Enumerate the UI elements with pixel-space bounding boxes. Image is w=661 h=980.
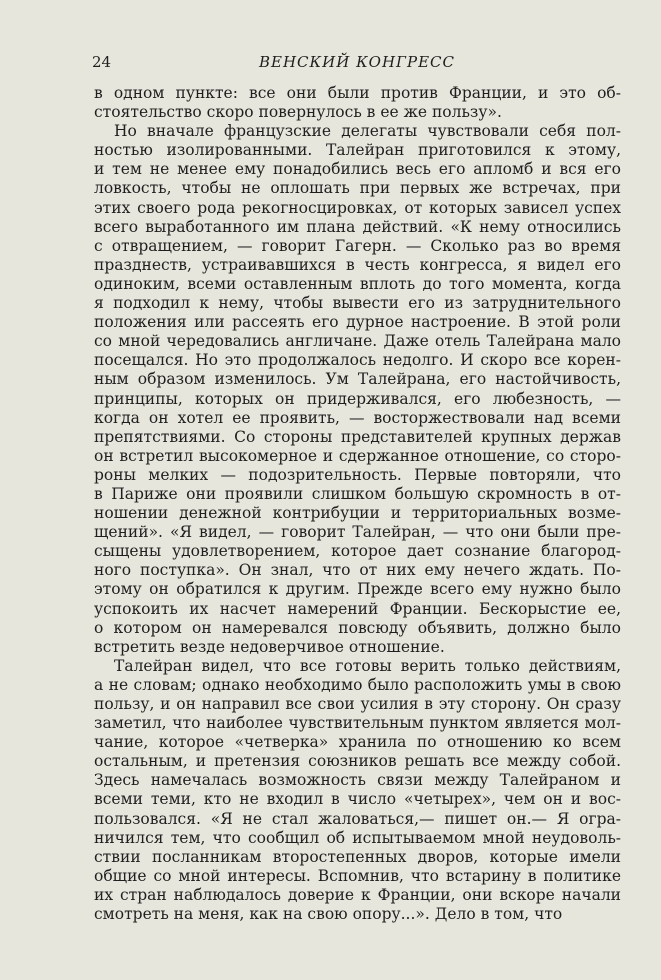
text-line: щений». «Я видел, — говорит Талейран, — что они были пре- (94, 523, 621, 542)
text-line: чание, которое «четверка» хранила по отношению ко всем (94, 733, 621, 752)
text-line: Но вначале французские делегаты чувствовали себя пол- (114, 122, 621, 141)
text-line: Здесь намечалась возможность связи между Талейраном и (94, 771, 621, 790)
text-line: а не словам; однако необходимо было расположить умы в свою (94, 675, 621, 694)
text-line: ного поступка». Он знал, что от них ему нечего ждать. По- (94, 561, 621, 580)
text-line: и тем не менее ему понадобились весь его апломб и вся его (94, 160, 621, 179)
text-line: встретить везде недоверчивое отношение. (94, 637, 445, 656)
text-line: Талейран видел, что все готовы верить только действиям, (114, 656, 621, 675)
text-line: всего выработанного им плана действий. «К нему относились (94, 217, 621, 236)
text-line: смотреть на меня, как на свою опору...». Дело в том, что (94, 905, 563, 924)
text-line: этому он обратился к другим. Прежде всего ему нужно было (94, 580, 621, 599)
text-line: препятствиями. Со стороны представителей крупных держав (94, 427, 621, 446)
text-line: в одном пункте: все они были против Франции, и это об- (94, 84, 621, 102)
text-line: он встретил высокомерное и сдержанное отношение, со сторо- (94, 446, 621, 465)
body-text (94, 84, 621, 924)
text-line: пользу, и он направил все свои усилия в эту сторону. Он сразу (94, 695, 621, 713)
text-line: ношении денежной контрибуции и территориальных возме- (94, 504, 621, 523)
text-line: сыщены удовлетворением, которое дает сознание благород- (94, 542, 621, 561)
text-line: ловкость, чтобы не оплошать при первых же встречах, при (94, 179, 621, 198)
text-line: этих своего рода рекогносцировках, от которых зависел успех (94, 198, 621, 217)
text-line: посещался. Но это продолжалось недолго. И скоро все корен- (94, 351, 621, 370)
text-line: я подходил к нему, чтобы вывести его из затруднительного (94, 294, 621, 313)
text-line: всеми теми, кто не входил в число «четырех», чем он и вос- (94, 790, 621, 809)
text-line: ным образом изменилось. Ум Талейрана, его настойчивость, (94, 370, 621, 389)
page-number: 24 (92, 53, 112, 71)
text-line: пользовался. «Я не стал жаловаться,— пишет он.— Я огра- (94, 809, 621, 828)
text-line: ствии посланникам второстепенных дворов, которые имели (94, 847, 621, 866)
text-line: принципы, которых он придерживался, его любезность, — (94, 389, 621, 408)
text-line: ничился тем, что сообщил об испытываемом мной неудоволь- (94, 828, 621, 847)
text-line: о котором он намеревался повсюду объявить, должно было (94, 618, 621, 637)
text-line: когда он хотел ее проявить, — восторжествовали над всеми (94, 408, 621, 427)
text-line: одиноким, всеми оставленным вплоть до того момента, когда (94, 274, 621, 293)
text-line: положения или рассеять его дурное настроение. В этой роли (94, 313, 621, 332)
text-line: заметил, что наиболее чувствительным пунктом является мол- (94, 714, 621, 733)
text-line: празднеств, устраивавшихся в честь конгресса, я видел его (94, 255, 621, 274)
text-line: роны мелких — подозрительность. Первые повторяли, что (94, 465, 621, 484)
text-line: остальным, и претензия союзников решать все между собой. (94, 752, 621, 771)
text-line: ностью изолированными. Талейран приготовился к этому, (94, 141, 621, 160)
text-line: успокоить их насчет намерений Франции. Бескорыстие ее, (94, 599, 621, 618)
text-line: с отвращением, — говорит Гагерн. — Сколько раз во время (94, 236, 621, 255)
text-line: стоятельство скоро повернулось в ее же пользу». (94, 103, 502, 122)
text-line: со мной чередовались англичане. Даже отель Талейрана мало (94, 332, 621, 351)
text-line: в Париже они проявили слишком большую скромность в от- (94, 484, 621, 503)
running-title: ВЕНСКИЙ КОНГРЕСС (259, 53, 455, 71)
text-line: их стран наблюдалось доверие к Франции, они вскоре начали (94, 885, 621, 904)
text-line: общие со мной интересы. Вспомнив, что встарину в политике (94, 866, 621, 885)
